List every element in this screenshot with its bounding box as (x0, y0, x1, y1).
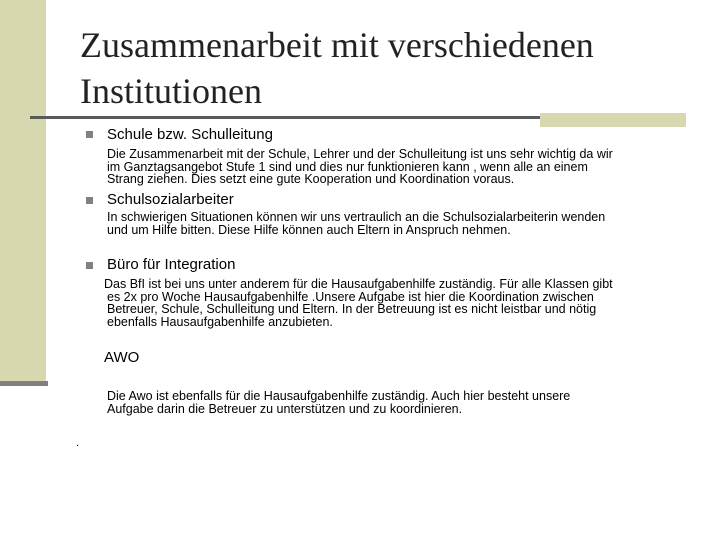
section-text-awo (107, 390, 570, 415)
slide-title-line-2: Institutionen (80, 71, 262, 111)
sidebar-divider (0, 381, 48, 386)
text-line: Betreuer, Schule, Schulleitung und Eltern. In der Betreuung ist es nicht leistbar und nötig (107, 302, 597, 317)
bullet-square-icon (86, 262, 93, 269)
section-text-schule (107, 148, 613, 186)
text-line: Die Awo ist ebenfalls für die Hausaufgabenhilfe zuständig. Auch hier besteht unsere (107, 389, 571, 403)
text-line: Aufgabe darin die Betreuer zu unterstützen und zu koordinieren. (107, 401, 463, 416)
text-line: In schwierigen Situationen können wir uns vertraulich an die Schulsozialarbeiterin wenden (107, 210, 606, 224)
section-text-schulsozialarbeiter (107, 211, 605, 236)
section-heading-schule: Schule bzw. Schulleitung (107, 126, 273, 143)
slide-title-line-1: Zusammenarbeit mit verschiedenen (80, 25, 594, 65)
text-line: Strang ziehen. Dies setzt eine gute Kooperation und Koordination voraus. (107, 172, 515, 187)
title-accent-block (540, 113, 686, 127)
slide-title (80, 22, 700, 114)
text-line: und um Hilfe bitten. Diese Hilfe können auch Eltern in Anspruch nehmen. (107, 222, 511, 237)
title-underline (30, 116, 540, 119)
section-heading-schulsozialarbeiter: Schulsozialarbeiter (107, 191, 234, 208)
bullet-square-icon (86, 197, 93, 204)
section-text-buero-fuer-integration (104, 278, 613, 328)
text-line: im Ganztagsangebot Stufe 1 sind und dies nur funktionieren kann , wenn alle an einem (107, 159, 588, 174)
trailing-mark: . (76, 437, 80, 449)
text-line: es 2x pro Woche Hausaufgabenhilfe .Unsere Aufgabe ist hier die Koordination zwischen (107, 289, 594, 304)
text-line: Die Zusammenarbeit mit der Schule, Lehrer und der Schulleitung ist uns sehr wichtig da wir (107, 147, 613, 161)
section-heading-buero-fuer-integration: Büro für Integration (107, 256, 236, 273)
bullet-square-icon (86, 131, 93, 138)
text-line: ebenfalls Hausaufgabenhilfe anzubieten. (107, 314, 333, 329)
section-heading-awo: AWO (104, 349, 140, 366)
text-line: Das BfI ist bei uns unter anderem für die Hausaufgabenhilfe zuständig. Für alle Klassen gibt (104, 277, 613, 291)
decorative-sidebar (0, 0, 46, 381)
